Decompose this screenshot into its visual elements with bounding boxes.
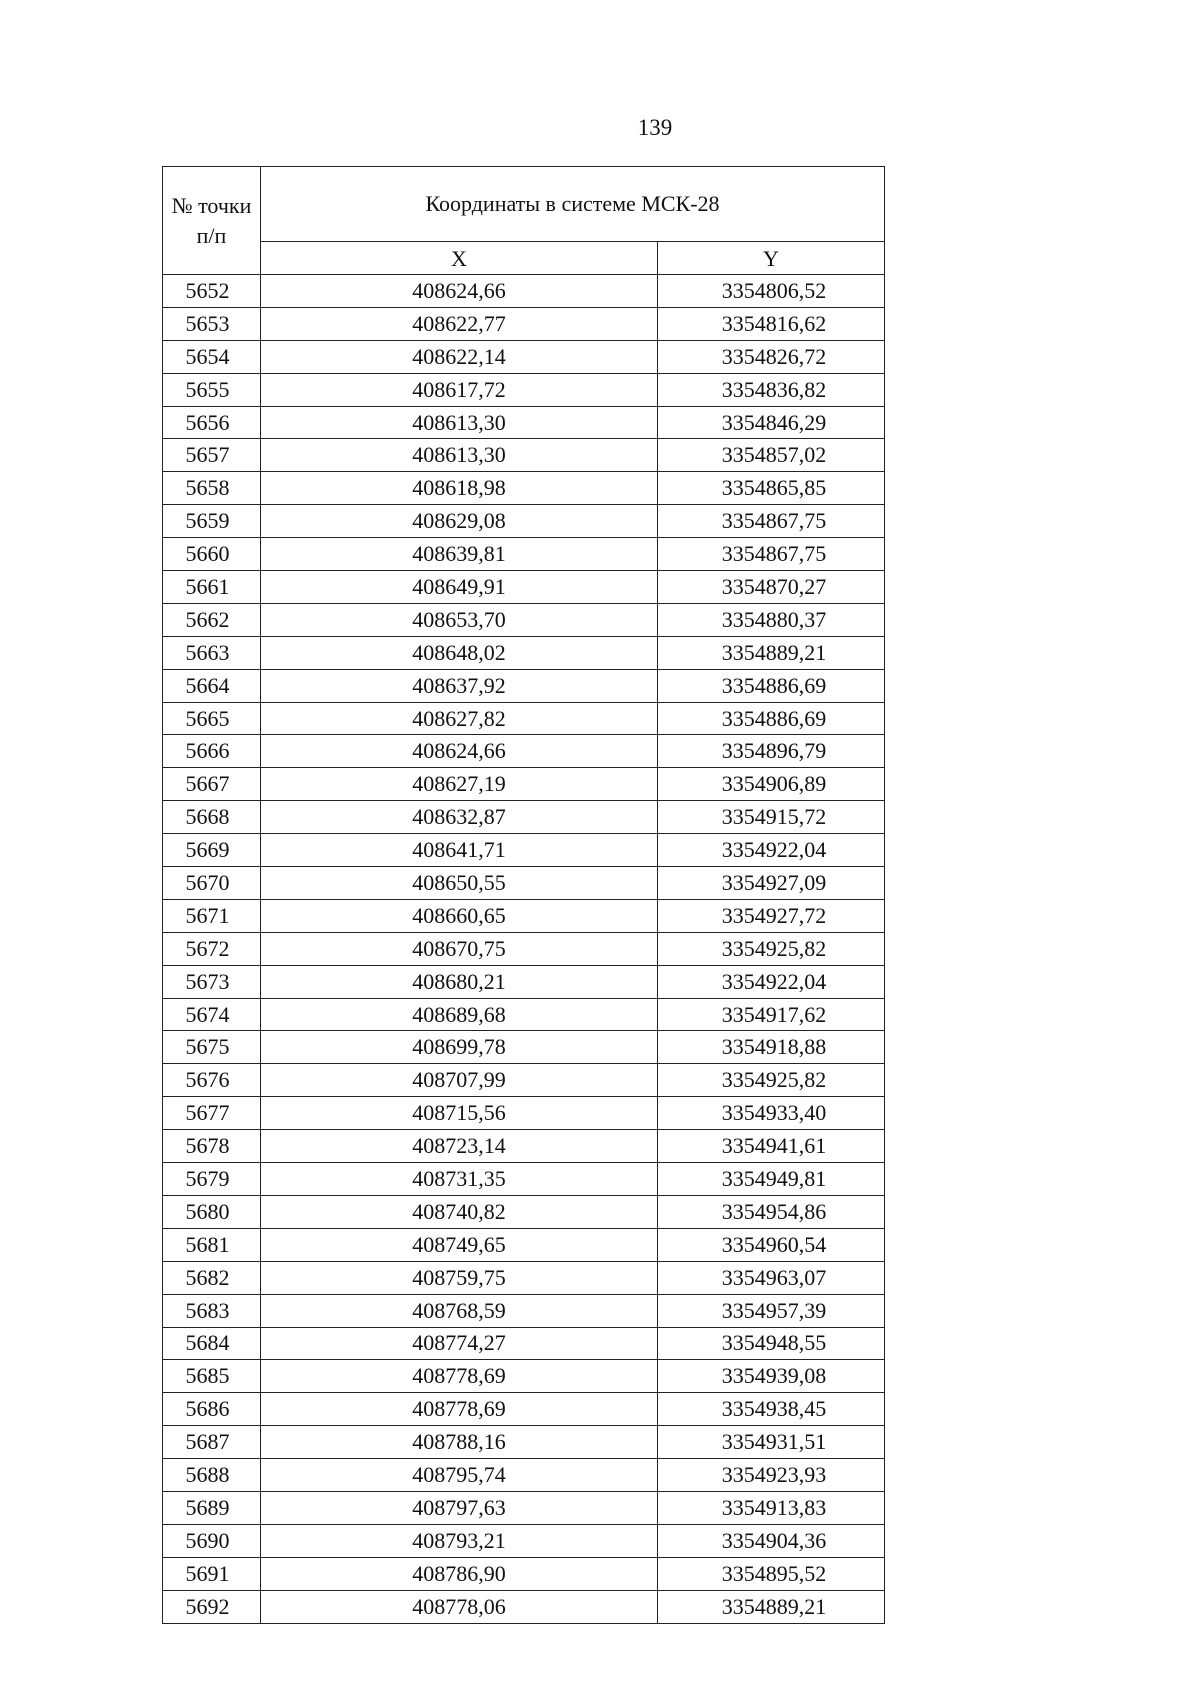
y-coordinate-cell: 3354939,08 [658, 1360, 885, 1393]
point-number-cell: 5683 [163, 1294, 261, 1327]
table-row [163, 1393, 885, 1426]
table-row [163, 801, 885, 834]
point-number-cell: 5674 [163, 998, 261, 1031]
y-coordinate-cell: 3354948,55 [658, 1327, 885, 1360]
x-coordinate-cell: 408795,74 [261, 1459, 658, 1492]
point-number-cell: 5690 [163, 1524, 261, 1557]
y-coordinate-cell: 3354886,69 [658, 669, 885, 702]
y-coordinate-cell: 3354895,52 [658, 1557, 885, 1590]
x-coordinate-cell: 408648,02 [261, 636, 658, 669]
x-coordinate-cell: 408670,75 [261, 932, 658, 965]
table-row [163, 1130, 885, 1163]
point-number-cell: 5656 [163, 406, 261, 439]
point-number-cell: 5669 [163, 834, 261, 867]
point-number-cell: 5684 [163, 1327, 261, 1360]
y-coordinate-cell: 3354923,93 [658, 1459, 885, 1492]
y-coordinate-cell: 3354867,75 [658, 538, 885, 571]
x-coordinate-cell: 408680,21 [261, 965, 658, 998]
point-number-cell: 5663 [163, 636, 261, 669]
y-coordinate-cell: 3354941,61 [658, 1130, 885, 1163]
table-row [163, 1590, 885, 1623]
point-number-cell: 5681 [163, 1228, 261, 1261]
x-coordinate-cell: 408786,90 [261, 1557, 658, 1590]
y-coordinate-cell: 3354954,86 [658, 1195, 885, 1228]
x-coordinate-cell: 408715,56 [261, 1097, 658, 1130]
y-coordinate-cell: 3354846,29 [658, 406, 885, 439]
y-coordinate-cell: 3354913,83 [658, 1491, 885, 1524]
y-coordinate-cell: 3354949,81 [658, 1163, 885, 1196]
table-row [163, 1261, 885, 1294]
x-coordinate-cell: 408637,92 [261, 669, 658, 702]
point-number-cell: 5689 [163, 1491, 261, 1524]
point-number-cell: 5652 [163, 275, 261, 308]
point-number-cell: 5677 [163, 1097, 261, 1130]
x-coordinate-cell: 408649,91 [261, 571, 658, 604]
x-coordinate-cell: 408624,66 [261, 735, 658, 768]
x-coordinate-cell: 408699,78 [261, 1031, 658, 1064]
y-coordinate-cell: 3354904,36 [658, 1524, 885, 1557]
table-row [163, 834, 885, 867]
table-row [163, 1163, 885, 1196]
x-coordinate-cell: 408740,82 [261, 1195, 658, 1228]
x-coordinate-cell: 408618,98 [261, 472, 658, 505]
table-row [163, 702, 885, 735]
y-coordinate-cell: 3354927,72 [658, 899, 885, 932]
point-number-cell: 5664 [163, 669, 261, 702]
point-number-cell: 5655 [163, 373, 261, 406]
table-row [163, 1426, 885, 1459]
table-row [163, 307, 885, 340]
point-number-cell: 5691 [163, 1557, 261, 1590]
point-number-cell: 5665 [163, 702, 261, 735]
point-number-cell: 5687 [163, 1426, 261, 1459]
table-row [163, 1557, 885, 1590]
table-row [163, 669, 885, 702]
y-coordinate-cell: 3354886,69 [658, 702, 885, 735]
point-number-cell: 5673 [163, 965, 261, 998]
y-coordinate-cell: 3354857,02 [658, 439, 885, 472]
x-coordinate-cell: 408749,65 [261, 1228, 658, 1261]
point-number-cell: 5676 [163, 1064, 261, 1097]
x-coordinate-cell: 408653,70 [261, 603, 658, 636]
x-coordinate-cell: 408774,27 [261, 1327, 658, 1360]
y-coordinate-cell: 3354927,09 [658, 867, 885, 900]
y-coordinate-cell: 3354867,75 [658, 505, 885, 538]
table-row [163, 1327, 885, 1360]
y-coordinate-cell: 3354906,89 [658, 768, 885, 801]
y-coordinate-cell: 3354933,40 [658, 1097, 885, 1130]
point-number-cell: 5671 [163, 899, 261, 932]
point-number-cell: 5688 [163, 1459, 261, 1492]
y-coordinate-cell: 3354917,62 [658, 998, 885, 1031]
table-row [163, 1228, 885, 1261]
x-coordinate-cell: 408778,69 [261, 1360, 658, 1393]
table-row [163, 1360, 885, 1393]
point-number-cell: 5660 [163, 538, 261, 571]
y-coordinate-cell: 3354870,27 [658, 571, 885, 604]
table-row [163, 340, 885, 373]
point-number-cell: 5692 [163, 1590, 261, 1623]
x-coordinate-cell: 408689,68 [261, 998, 658, 1031]
x-coordinate-cell: 408613,30 [261, 439, 658, 472]
x-coordinate-cell: 408797,63 [261, 1491, 658, 1524]
y-coordinate-cell: 3354889,21 [658, 636, 885, 669]
point-number-cell: 5667 [163, 768, 261, 801]
table-header [163, 167, 885, 275]
point-number-cell: 5670 [163, 867, 261, 900]
x-coordinate-cell: 408778,69 [261, 1393, 658, 1426]
table-row [163, 275, 885, 308]
y-coordinate-cell: 3354826,72 [658, 340, 885, 373]
table-row [163, 998, 885, 1031]
x-coordinate-cell: 408627,19 [261, 768, 658, 801]
table-row [163, 932, 885, 965]
x-coordinate-cell: 408622,77 [261, 307, 658, 340]
table-row [163, 1491, 885, 1524]
y-coordinate-cell: 3354918,88 [658, 1031, 885, 1064]
table-row [163, 505, 885, 538]
coordinate-system-header: Координаты в системе МСК-28 [261, 167, 885, 242]
table-row [163, 1524, 885, 1557]
x-coordinate-cell: 408723,14 [261, 1130, 658, 1163]
point-number-cell: 5682 [163, 1261, 261, 1294]
x-coordinate-cell: 408639,81 [261, 538, 658, 571]
x-coordinate-cell: 408624,66 [261, 275, 658, 308]
x-coordinate-cell: 408788,16 [261, 1426, 658, 1459]
y-coordinate-cell: 3354915,72 [658, 801, 885, 834]
point-number-cell: 5679 [163, 1163, 261, 1196]
y-coordinate-cell: 3354880,37 [658, 603, 885, 636]
y-coordinate-cell: 3354925,82 [658, 1064, 885, 1097]
point-number-header: № точки п/п [163, 167, 261, 275]
x-coordinate-cell: 408629,08 [261, 505, 658, 538]
table-row [163, 1294, 885, 1327]
y-coordinate-cell: 3354963,07 [658, 1261, 885, 1294]
x-coordinate-cell: 408793,21 [261, 1524, 658, 1557]
table-row [163, 965, 885, 998]
x-coordinate-cell: 408617,72 [261, 373, 658, 406]
table-row [163, 1031, 885, 1064]
y-coordinate-cell: 3354889,21 [658, 1590, 885, 1623]
y-coordinate-cell: 3354865,85 [658, 472, 885, 505]
table-row [163, 373, 885, 406]
point-number-cell: 5668 [163, 801, 261, 834]
x-coordinate-cell: 408759,75 [261, 1261, 658, 1294]
x-column-header: X [261, 242, 658, 275]
table-row [163, 472, 885, 505]
x-coordinate-cell: 408650,55 [261, 867, 658, 900]
x-coordinate-cell: 408707,99 [261, 1064, 658, 1097]
point-number-cell: 5686 [163, 1393, 261, 1426]
table-row [163, 735, 885, 768]
x-coordinate-cell: 408778,06 [261, 1590, 658, 1623]
y-coordinate-cell: 3354816,62 [658, 307, 885, 340]
y-coordinate-cell: 3354806,52 [658, 275, 885, 308]
y-coordinate-cell: 3354931,51 [658, 1426, 885, 1459]
point-number-cell: 5661 [163, 571, 261, 604]
page-number: 139 [637, 115, 673, 140]
point-number-cell: 5678 [163, 1130, 261, 1163]
y-coordinate-cell: 3354960,54 [658, 1228, 885, 1261]
x-coordinate-cell: 408731,35 [261, 1163, 658, 1196]
point-number-cell: 5666 [163, 735, 261, 768]
table-row [163, 439, 885, 472]
point-number-cell: 5672 [163, 932, 261, 965]
table-row [163, 768, 885, 801]
x-coordinate-cell: 408632,87 [261, 801, 658, 834]
y-coordinate-cell: 3354836,82 [658, 373, 885, 406]
y-coordinate-cell: 3354925,82 [658, 932, 885, 965]
table-row [163, 603, 885, 636]
x-coordinate-cell: 408641,71 [261, 834, 658, 867]
table-body [163, 275, 885, 1624]
table-row [163, 1064, 885, 1097]
x-coordinate-cell: 408613,30 [261, 406, 658, 439]
y-coordinate-cell: 3354922,04 [658, 834, 885, 867]
table-row [163, 1459, 885, 1492]
x-coordinate-cell: 408622,14 [261, 340, 658, 373]
y-column-header: Y [658, 242, 885, 275]
y-coordinate-cell: 3354938,45 [658, 1393, 885, 1426]
x-coordinate-cell: 408768,59 [261, 1294, 658, 1327]
point-number-cell: 5659 [163, 505, 261, 538]
y-coordinate-cell: 3354957,39 [658, 1294, 885, 1327]
table-row [163, 571, 885, 604]
table-row [163, 636, 885, 669]
point-number-cell: 5685 [163, 1360, 261, 1393]
table-row [163, 1097, 885, 1130]
point-number-cell: 5654 [163, 340, 261, 373]
table-row [163, 867, 885, 900]
table-row [163, 899, 885, 932]
table-row [163, 538, 885, 571]
table-row [163, 1195, 885, 1228]
x-coordinate-cell: 408627,82 [261, 702, 658, 735]
y-coordinate-cell: 3354922,04 [658, 965, 885, 998]
point-number-cell: 5657 [163, 439, 261, 472]
point-number-cell: 5680 [163, 1195, 261, 1228]
point-number-cell: 5658 [163, 472, 261, 505]
point-number-cell: 5653 [163, 307, 261, 340]
x-coordinate-cell: 408660,65 [261, 899, 658, 932]
y-coordinate-cell: 3354896,79 [658, 735, 885, 768]
point-number-cell: 5675 [163, 1031, 261, 1064]
table-row [163, 406, 885, 439]
coordinates-table [162, 166, 885, 1624]
point-number-cell: 5662 [163, 603, 261, 636]
